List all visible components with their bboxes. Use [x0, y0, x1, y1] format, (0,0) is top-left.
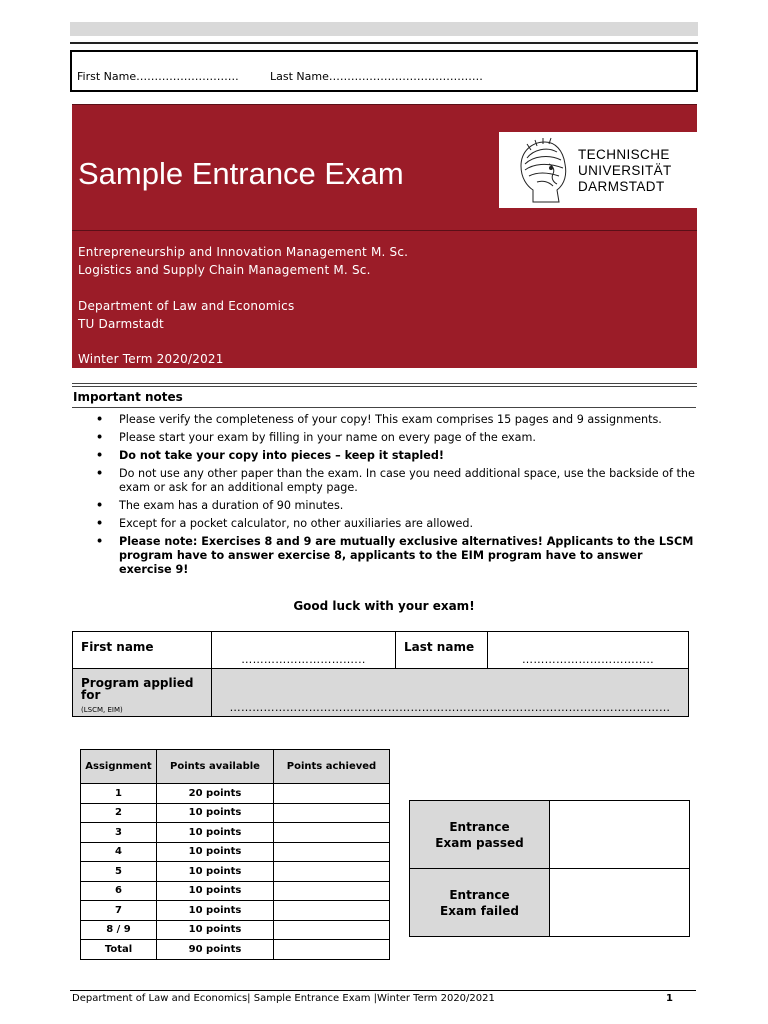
achieved-cell[interactable]: [274, 920, 390, 940]
points-cell: 10 points: [157, 842, 274, 862]
logo-line-2: UNIVERSITÄT: [578, 163, 672, 178]
assignment-cell: 8 / 9: [81, 920, 157, 940]
achieved-cell[interactable]: [274, 823, 390, 843]
achieved-cell[interactable]: [274, 842, 390, 862]
table-row: [81, 920, 390, 940]
note-item: • The exam has a duration of 90 minutes.: [96, 499, 696, 513]
last-name-label: Last name: [396, 632, 488, 669]
table-row: [81, 803, 390, 823]
first-name-line: First Name……………………….: [77, 70, 239, 83]
first-name-field[interactable]: …………………………...: [212, 632, 396, 669]
assignment-cell: Total: [81, 940, 157, 960]
last-name-line: Last Name……………………………………: [270, 70, 483, 83]
candidate-info-table: [72, 631, 689, 717]
achieved-cell[interactable]: [274, 881, 390, 901]
points-available-header: Points available: [157, 750, 274, 784]
logo-line-3: DARMSTADT: [578, 179, 665, 194]
department: Department of Law and Economics: [78, 299, 295, 313]
header-divider: [72, 230, 697, 231]
achieved-cell[interactable]: [274, 940, 390, 960]
program-field[interactable]: ………………………………………………………………………………………………………: [212, 669, 689, 717]
section-rule: [72, 386, 697, 387]
points-cell: 20 points: [157, 784, 274, 804]
table-row: [81, 901, 390, 921]
passed-label: [410, 801, 550, 869]
term: Winter Term 2020/2021: [78, 352, 224, 366]
table-row: [81, 881, 390, 901]
points-cell: 10 points: [157, 881, 274, 901]
result-table: [409, 800, 690, 937]
last-name-field[interactable]: ……………………………..: [488, 632, 689, 669]
failed-mark-cell[interactable]: [550, 869, 690, 937]
table-row: [81, 940, 390, 960]
achieved-cell[interactable]: [274, 901, 390, 921]
page-title: Sample Entrance Exam: [78, 156, 404, 191]
table-row: [81, 784, 390, 804]
header-top-rule: [72, 104, 697, 105]
logo-wordmark: [578, 147, 672, 195]
passed-mark-cell[interactable]: [550, 801, 690, 869]
name-box: [70, 50, 698, 92]
footer-text: Department of Law and Economics| Sample Entrance Exam |Winter Term 2020/2021: [72, 993, 495, 1004]
assignment-cell: 5: [81, 862, 157, 882]
assignment-cell: 4: [81, 842, 157, 862]
first-name-label: First name: [73, 632, 212, 669]
assignment-cell: 2: [81, 803, 157, 823]
points-cell: 10 points: [157, 920, 274, 940]
points-cell: 10 points: [157, 901, 274, 921]
points-cell: 10 points: [157, 862, 274, 882]
failed-label: [410, 869, 550, 937]
note-item: • Please note: Exercises 8 and 9 are mutually exclusive alternatives! Applicants to the LSCM program have to answer exercise 8, applicants to the EIM program have to answer exercise 9!: [96, 535, 696, 577]
points-cell: 10 points: [157, 823, 274, 843]
notes-list: [96, 413, 696, 581]
athena-head-icon: [507, 136, 577, 206]
notes-rule: [72, 407, 696, 408]
program-eim: Entrepreneurship and Innovation Management M. Sc.: [78, 245, 409, 259]
failed-text: Entrance Exam failed: [440, 887, 519, 918]
program-hint: (LSCM, EIM): [81, 706, 123, 714]
points-cell: 10 points: [157, 803, 274, 823]
achieved-cell[interactable]: [274, 784, 390, 804]
note-item: • Do not use any other paper than the exam. In case you need additional space, use the backside of the exam or ask for an additional empty page.: [96, 467, 696, 495]
good-luck-message: Good luck with your exam!: [293, 599, 475, 613]
top-rule: [70, 42, 698, 44]
points-table: [80, 749, 390, 960]
table-row: [81, 842, 390, 862]
university: TU Darmstadt: [78, 317, 164, 331]
assignment-cell: 3: [81, 823, 157, 843]
assignment-cell: 7: [81, 901, 157, 921]
program-lscm: Logistics and Supply Chain Management M. Sc.: [78, 263, 371, 277]
achieved-cell[interactable]: [274, 803, 390, 823]
exam-header: [72, 104, 697, 368]
program-label: Program applied for: [81, 676, 194, 702]
points-cell: 90 points: [157, 940, 274, 960]
passed-text: Entrance Exam passed: [435, 819, 524, 850]
points-achieved-header: Points achieved: [274, 750, 390, 784]
note-item: • Please start your exam by filling in your name on every page of the exam.: [96, 431, 696, 445]
assignment-header: Assignment: [81, 750, 157, 784]
table-row: [81, 862, 390, 882]
logo-line-1: TECHNISCHE: [578, 147, 670, 162]
achieved-cell[interactable]: [274, 862, 390, 882]
top-grey-band: [70, 22, 698, 36]
note-item: • Please verify the completeness of your copy! This exam comprises 15 pages and 9 assignments.: [96, 413, 696, 427]
tu-darmstadt-logo: [499, 132, 697, 208]
section-rule: [72, 383, 697, 384]
footer-rule: [70, 990, 696, 991]
note-item: • Do not take your copy into pieces – keep it stapled!: [96, 449, 696, 463]
table-row: [81, 823, 390, 843]
assignment-cell: 6: [81, 881, 157, 901]
program-label-cell: [73, 669, 212, 717]
page-number: 1: [666, 993, 673, 1004]
notes-heading: Important notes: [73, 390, 183, 404]
note-item: • Except for a pocket calculator, no other auxiliaries are allowed.: [96, 517, 696, 531]
assignment-cell: 1: [81, 784, 157, 804]
